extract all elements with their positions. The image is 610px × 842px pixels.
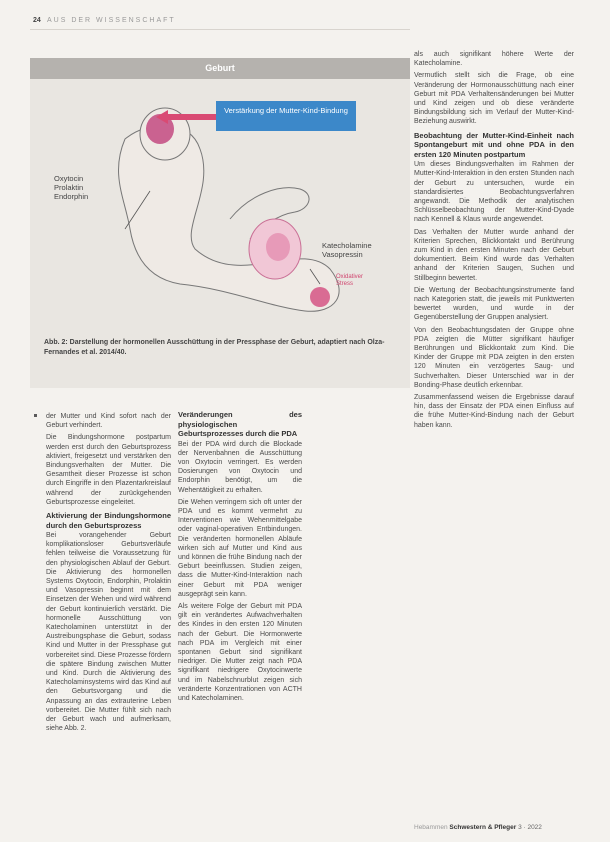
paragraph: Vermutlich stellt sich die Frage, ob eine Veränderung der Hormonausschüttung nach einer Geburt mit PDA Verhaltensänderungen bei Mutter und Kind zeigen und ob diese veränderte Bindungsbildung sich im Verlauf der Mutter-Kind-Beziehung auswirkt. [414, 72, 574, 126]
paragraph: Als weitere Folge der Geburt mit PDA gilt ein verändertes Aufwachverhalten des Kindes in den ersten 120 Minuten nach der Geburt. Die Hormonwerte nach PDA im Vergleich mit einer spontanen Geburt sind signifikant niedriger. Die Mutter zeigt nach PDA signifikant niedrigere Oxytocinwerte und im Nabelschnurblut zeigen sich veränderte Konzentrationen von ACTH und Katecholaminen. [178, 602, 302, 702]
label-oxidative-stress [336, 274, 363, 288]
column-2 [178, 410, 302, 706]
page-footer [414, 824, 542, 831]
label-prolactin: Prolaktin [54, 183, 84, 192]
label-bonding-hormones [54, 174, 88, 201]
footer-page: 3 · 2022 [518, 824, 542, 831]
paragraph: Die Wehen verringern sich oft unter der PDA und es kommt vermehrt zu Interventionen wie Wehenmittelgabe oder vaginal-operativen Entbindungen. Die veränderten hormonellen Abläufe wirken sich auf Mutter und Kind aus und können die frühe Bindung nach der Geburt beeinflussen. Studien zeigen, dass die Mutter-Kind-Interaktion nach einer Geburt mit PDA weniger ausgeprägt sein kann. [178, 498, 302, 598]
label-stress-hormones [322, 241, 372, 259]
subheading: Veränderungen des physiologischen Geburtsprozesses durch die PDA [178, 410, 302, 438]
figure-caption: Abb. 2: Darstellung der hormonellen Ausschüttung in der Pressphase der Geburt, adaptiert nach Olza-Fernandes et al. 2014/40. [44, 339, 385, 356]
bullet-marker [34, 414, 37, 417]
paragraph: Die Wertung der Beobachtungsinstrumente fand nach Kategorien statt, die jeweils mit Punktwerten bewertet wurden, und wurde in der Gegenüberstellung der Gruppen analysiert. [414, 286, 574, 322]
footer-journal: Hebammen [414, 824, 448, 831]
paragraph: Bei der PDA wird durch die Blockade der Nervenbahnen die Ausschüttung von Oxytocin verringert. Es werden Dosierungen von Oxytocin und Endorphin benötigt, um die Wehentätigkeit zu erhalten. [178, 440, 302, 494]
column-3 [414, 50, 574, 433]
label-stress: Stress [336, 281, 354, 287]
page-number: 24 [33, 17, 41, 24]
label-catecholamines: Katecholamine [322, 241, 372, 250]
label-endorphin: Endorphin [54, 192, 89, 201]
figure-birth-hormones [30, 58, 410, 388]
paragraph: Die Bindungshormone postpartum werden erst durch den Geburtsprozess aktiviert, freigesetzt und verstärken den Bindungsverhalten der Mutter. Die Gesamtheit dieser Prozesse ist schon durch Eingriffe in den Plazentarkreislauf während der zurückgehenden Geburtsprozesse eingeleitet. [46, 434, 171, 506]
subheading: Aktivierung der Bindungshormone durch den Geburtsprozess [46, 511, 171, 530]
header-rule [30, 29, 410, 30]
paragraph: Zusammenfassend weisen die Ergebnisse darauf hin, dass der Einsatz der PDA einen Einfluss auf die frühe Mutter-Kind-Bindung nach der Geburt haben kann. [414, 394, 574, 429]
paragraph: als auch signifikant höhere Werte der Katecholamine. [414, 51, 574, 68]
paragraph: Bei vorangehender Geburt komplikationsloser Geburtsverläufe fehlen teilweise die Voraussetzung für den physiologischen Ablauf der Geburt. Die Aktivierung des hormonellen Systems Oxytocin, Endorphin, Prolaktin und Vasopressin beginnt mit dem Einsetzen der Wehen und wird während der Geburt kontinuierlich verstärkt. Die hormonelle Ausschüttung von Katecholaminen unterstützt in der Austreibungsphase die Geburt, sodass Kind und Mutter in der Pressphase gut vorbereitet sind. Diese Prozesse fördern die spätere Bindung zwischen Mutter und Kind. Durch die Aktivierung des Katecholaminsystems wird das Kind auf den Geburtsvorgang und die Anpassung an das extrauterine Leben vorbereitet. Die Mutter fühlt sich nach der Geburt wach und aufmerksam, siehe Abb. 2. [46, 532, 171, 733]
paragraph: Von den Beobachtungsdaten der Gruppe ohne PDA zeigten die Mütter signifikant häufiger Berührungen und Blickkontakt zum Kind. Die Kinder der Gruppe mit PDA zeigten in den ersten 120 Minuten ein verzögertes Saug- und Suchverhalten. Dieser Unterschied war in der Bonding-Phase deutlich erkennbar. [414, 326, 574, 389]
paragraph: Um dieses Bindungsverhalten im Rahmen der Mutter-Kind-Interaktion in den ersten Stunden nach der Geburt zu untersuchen, wurde ein standardisiertes Beobachtungsverfahren angewandt. Die Methodik der analytischen Schlüsselbeobachtung der Mutter-Kind-Dyade nach Kennell & Klaus wurde angewendet. [414, 161, 574, 224]
callout-bonding [216, 101, 356, 131]
label-oxidative: Oxidativer [336, 274, 364, 280]
section-header: AUS DER WISSENSCHAFT [47, 17, 176, 24]
paragraph: der Mutter und Kind sofort nach der Geburt verhindert. [46, 413, 171, 430]
figure-title: Geburt [30, 58, 410, 79]
paragraph: Das Verhalten der Mutter wurde anhand der Kriterien Sprechen, Blickkontakt und Berührung zum Kind in den ersten Minuten nach der Geburt dokumentiert. Beim Kind wurde das Verhalten anhand der Kriterien Saugen, Suchen und Stillbeginn bewertet. [414, 228, 574, 282]
footer-title: Schwestern & Pfleger [449, 824, 517, 831]
subheading: Beobachtung der Mutter-Kind-Einheit nach Spontangeburt mit und ohne PDA in den ersten 120 Minuten postpartum [414, 130, 574, 159]
arrow-icon [156, 110, 216, 124]
label-vasopressin: Vasopressin [322, 250, 363, 259]
callout-text: Verstärkung der Mutter-Kind-Bindung [224, 106, 348, 115]
label-oxytocin: Oxytocin [54, 174, 84, 183]
column-1 [46, 412, 171, 737]
